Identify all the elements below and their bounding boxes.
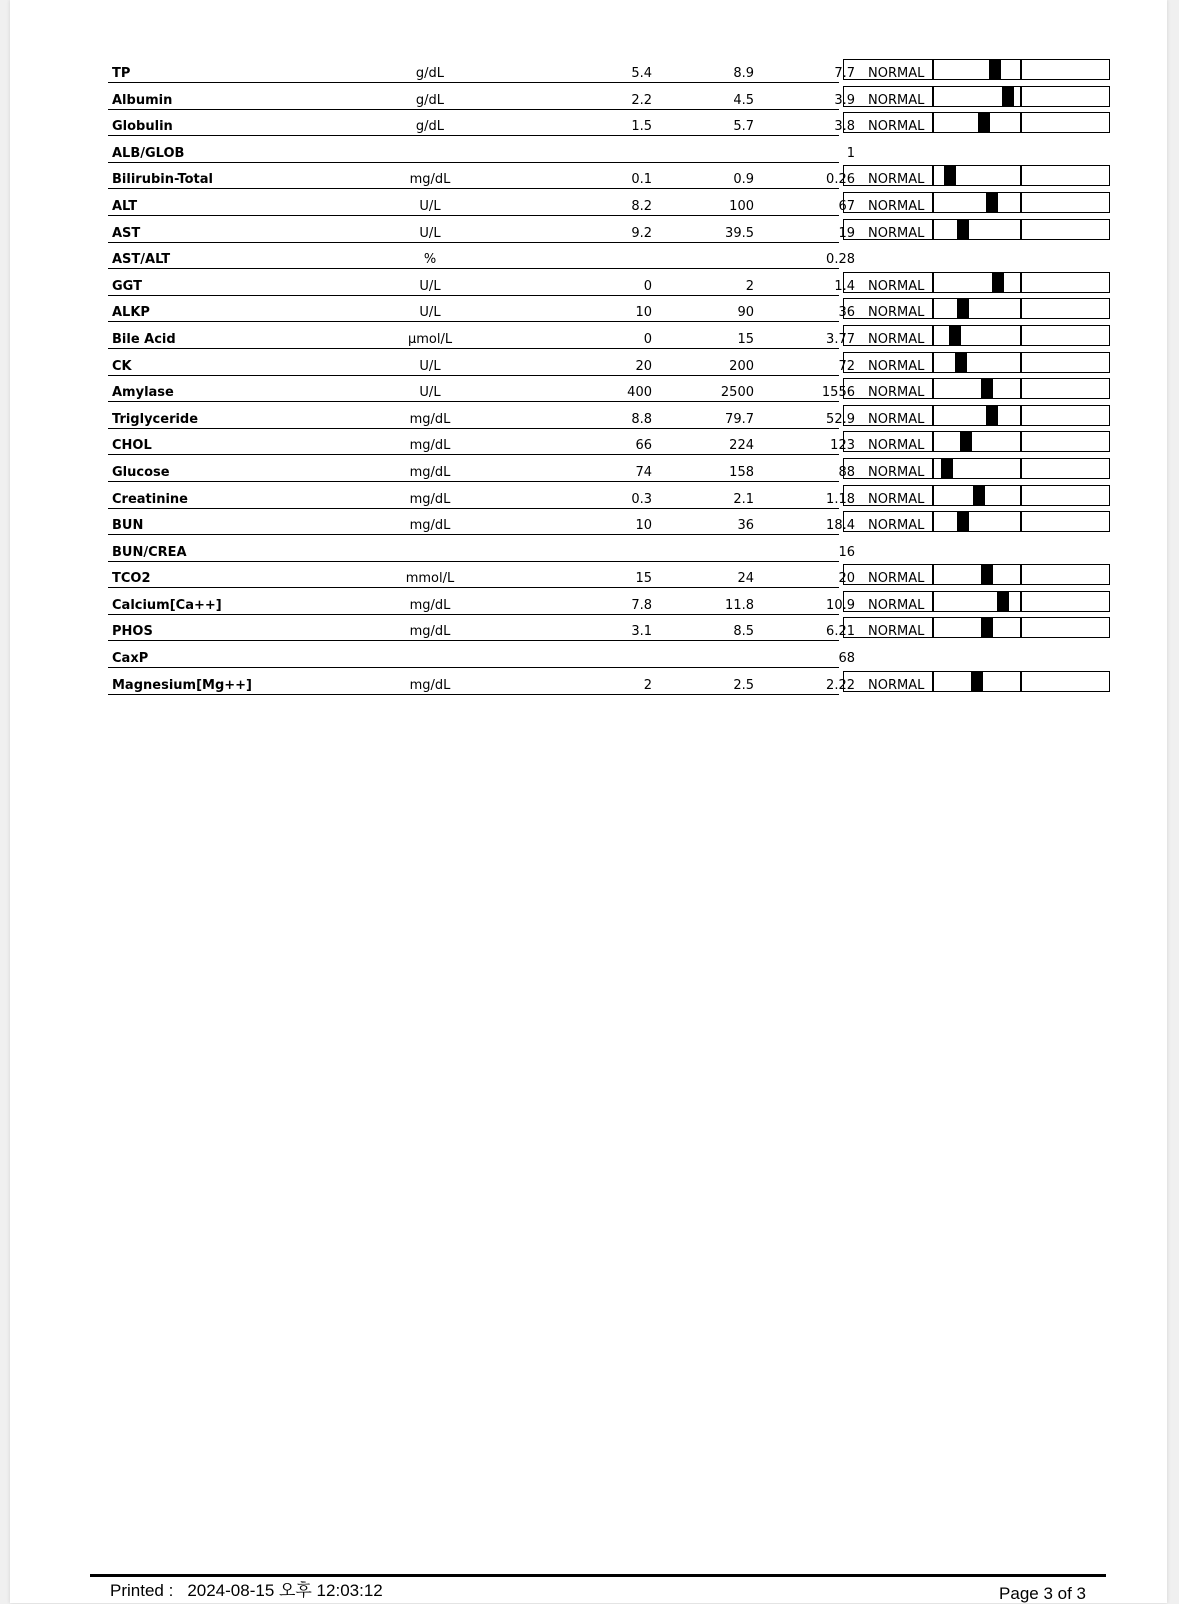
table-row — [108, 111, 1110, 138]
test-value: 1 — [846, 145, 855, 161]
range-high-divider — [1020, 512, 1022, 531]
range-indicator-bar — [843, 192, 1110, 213]
test-status: NORMAL — [868, 172, 925, 188]
reference-max: 2500 — [720, 385, 754, 401]
reference-min: 10 — [635, 305, 652, 321]
range-indicator-bar — [843, 165, 1110, 186]
row-underline — [108, 215, 839, 216]
test-value: 1.18 — [826, 491, 855, 507]
range-marker — [957, 220, 969, 239]
range-high-divider — [1020, 60, 1022, 79]
table-row — [108, 324, 1110, 351]
reference-min: 9.2 — [631, 225, 652, 241]
test-unit: g/dL — [415, 92, 445, 108]
range-indicator-bar — [843, 272, 1110, 293]
row-underline — [108, 694, 839, 695]
printed-timestamp — [110, 1581, 383, 1601]
reference-min: 1.5 — [631, 119, 652, 135]
table-row — [108, 244, 1110, 271]
test-name: AST/ALT — [112, 252, 171, 268]
test-unit: mg/dL — [409, 491, 451, 507]
test-unit: mg/dL — [409, 624, 451, 640]
test-status: NORMAL — [868, 198, 925, 214]
test-value: 88 — [838, 464, 855, 480]
test-name: Bile Acid — [112, 331, 176, 347]
range-low-divider — [932, 432, 934, 451]
table-row — [108, 563, 1110, 590]
test-value: 10.9 — [826, 597, 855, 613]
test-status: NORMAL — [868, 438, 925, 454]
range-marker — [971, 672, 983, 691]
table-row — [108, 377, 1110, 404]
test-status: NORMAL — [868, 92, 925, 108]
range-indicator-bar — [843, 378, 1110, 399]
test-name: Magnesium[Mg++] — [112, 677, 252, 693]
range-indicator-bar — [843, 298, 1110, 319]
reference-min: 0.1 — [631, 172, 652, 188]
table-row — [108, 670, 1110, 697]
reference-max: 15 — [737, 331, 754, 347]
test-value: 0.26 — [826, 172, 855, 188]
test-unit: % — [423, 252, 437, 268]
row-underline — [108, 481, 839, 482]
range-marker — [957, 512, 969, 531]
test-status: NORMAL — [868, 624, 925, 640]
range-high-divider — [1020, 299, 1022, 318]
test-name: Triglyceride — [112, 411, 199, 427]
row-underline — [108, 162, 839, 163]
range-high-divider — [1020, 273, 1022, 292]
range-marker — [960, 432, 972, 451]
table-row — [108, 404, 1110, 431]
test-status: NORMAL — [868, 331, 925, 347]
test-value: 1556 — [821, 385, 855, 401]
test-name: ALT — [112, 198, 138, 214]
range-indicator-bar — [843, 458, 1110, 479]
table-row — [108, 484, 1110, 511]
range-marker — [944, 166, 956, 185]
test-unit: μmol/L — [407, 331, 453, 347]
reference-max: 0.9 — [733, 172, 754, 188]
reference-max: 24 — [737, 571, 754, 587]
reference-max: 11.8 — [725, 597, 754, 613]
range-marker — [981, 379, 993, 398]
reference-min: 0 — [643, 331, 652, 347]
row-underline — [108, 667, 839, 668]
test-status: NORMAL — [868, 305, 925, 321]
range-indicator-bar — [843, 591, 1110, 612]
range-indicator-bar — [843, 405, 1110, 426]
range-low-divider — [932, 220, 934, 239]
range-high-divider — [1020, 459, 1022, 478]
table-row — [108, 297, 1110, 324]
reference-min: 2 — [643, 677, 652, 693]
reference-max: 5.7 — [733, 119, 754, 135]
range-low-divider — [932, 193, 934, 212]
table-row — [108, 58, 1110, 85]
test-value: 3.9 — [834, 92, 855, 108]
range-low-divider — [932, 618, 934, 637]
range-high-divider — [1020, 432, 1022, 451]
row-underline — [108, 428, 839, 429]
test-value: 72 — [838, 358, 855, 374]
row-underline — [108, 242, 839, 243]
range-high-divider — [1020, 406, 1022, 425]
test-unit: mg/dL — [409, 464, 451, 480]
test-name: TP — [112, 66, 131, 81]
range-low-divider — [932, 60, 934, 79]
range-high-divider — [1020, 353, 1022, 372]
test-name: PHOS — [112, 624, 153, 640]
range-low-divider — [932, 353, 934, 372]
test-value: 1.4 — [834, 278, 855, 294]
range-low-divider — [932, 459, 934, 478]
test-value: 68 — [838, 651, 855, 667]
reference-min: 10 — [635, 518, 652, 534]
reference-max: 36 — [737, 518, 754, 534]
range-marker — [1002, 87, 1014, 106]
range-indicator-bar — [843, 86, 1110, 107]
test-value: 3.8 — [834, 119, 855, 135]
test-name: Amylase — [112, 385, 174, 401]
range-high-divider — [1020, 87, 1022, 106]
reference-max: 100 — [729, 198, 754, 214]
range-high-divider — [1020, 379, 1022, 398]
range-marker — [941, 459, 953, 478]
range-high-divider — [1020, 193, 1022, 212]
reference-max: 200 — [729, 358, 754, 374]
range-low-divider — [932, 512, 934, 531]
range-high-divider — [1020, 486, 1022, 505]
table-row — [108, 271, 1110, 298]
test-status: NORMAL — [868, 278, 925, 294]
test-unit: U/L — [419, 385, 441, 401]
row-underline — [108, 640, 839, 641]
test-status: NORMAL — [868, 491, 925, 507]
table-row — [108, 616, 1110, 643]
test-status: NORMAL — [868, 571, 925, 587]
range-indicator-bar — [843, 325, 1110, 346]
row-underline — [108, 348, 839, 349]
reference-max: 8.9 — [733, 66, 754, 81]
reference-min: 0 — [643, 278, 652, 294]
table-row — [108, 457, 1110, 484]
row-underline — [108, 295, 839, 296]
range-low-divider — [932, 565, 934, 584]
test-status: NORMAL — [868, 385, 925, 401]
test-status: NORMAL — [868, 225, 925, 241]
row-underline — [108, 82, 839, 83]
test-name: AST — [112, 225, 141, 241]
test-unit: U/L — [419, 278, 441, 294]
test-status: NORMAL — [868, 518, 925, 534]
test-value: 7.7 — [834, 66, 855, 81]
test-unit: mg/dL — [409, 438, 451, 454]
range-marker — [949, 326, 961, 345]
row-underline — [108, 375, 839, 376]
test-status: NORMAL — [868, 677, 925, 693]
test-unit: U/L — [419, 358, 441, 374]
row-underline — [108, 614, 839, 615]
row-underline — [108, 561, 839, 562]
test-status: NORMAL — [868, 597, 925, 613]
range-high-divider — [1020, 326, 1022, 345]
row-underline — [108, 454, 839, 455]
reference-max: 4.5 — [733, 92, 754, 108]
range-low-divider — [932, 113, 934, 132]
row-underline — [108, 401, 839, 402]
row-underline — [108, 321, 839, 322]
range-marker — [957, 299, 969, 318]
range-high-divider — [1020, 672, 1022, 691]
reference-max: 90 — [737, 305, 754, 321]
test-name: TCO2 — [112, 571, 151, 587]
reference-min: 0.3 — [631, 491, 652, 507]
range-high-divider — [1020, 592, 1022, 611]
table-row — [108, 537, 1110, 564]
test-unit: mg/dL — [409, 677, 451, 693]
test-value: 0.28 — [826, 252, 855, 268]
reference-min: 74 — [635, 464, 652, 480]
test-unit: U/L — [419, 225, 441, 241]
reference-max: 224 — [729, 438, 754, 454]
range-high-divider — [1020, 166, 1022, 185]
range-marker — [997, 592, 1009, 611]
test-unit: mg/dL — [409, 411, 451, 427]
table-row — [108, 643, 1110, 670]
range-low-divider — [932, 326, 934, 345]
range-indicator-bar — [843, 511, 1110, 532]
test-unit: mg/dL — [409, 518, 451, 534]
range-high-divider — [1020, 220, 1022, 239]
test-unit: mg/dL — [409, 597, 451, 613]
range-low-divider — [932, 672, 934, 691]
test-name: ALB/GLOB — [112, 145, 185, 161]
test-name: CK — [112, 358, 132, 374]
test-value: 3.77 — [826, 331, 855, 347]
test-name: Albumin — [112, 92, 173, 108]
range-marker — [989, 60, 1001, 79]
test-name: Glucose — [112, 464, 170, 480]
row-underline — [108, 109, 839, 110]
range-high-divider — [1020, 618, 1022, 637]
range-marker — [978, 113, 990, 132]
row-underline — [108, 135, 839, 136]
table-row — [108, 164, 1110, 191]
reference-max: 8.5 — [733, 624, 754, 640]
results-table — [108, 58, 1110, 696]
test-name: Bilirubin-Total — [112, 172, 213, 188]
test-value: 18.4 — [826, 518, 855, 534]
test-value: 2.22 — [826, 677, 855, 693]
range-indicator-bar — [843, 112, 1110, 133]
page-number: Page 3 of 3 — [999, 1584, 1086, 1603]
printed-label: Printed : — [110, 1581, 174, 1600]
range-marker — [986, 406, 998, 425]
table-row — [108, 351, 1110, 378]
reference-min: 5.4 — [631, 66, 652, 81]
reference-max: 2.5 — [733, 677, 754, 693]
test-value: 20 — [838, 571, 855, 587]
table-row — [108, 510, 1110, 537]
test-name: BUN — [112, 518, 144, 534]
reference-max: 158 — [729, 464, 754, 480]
test-name: BUN/CREA — [112, 544, 187, 560]
range-low-divider — [932, 166, 934, 185]
reference-min: 2.2 — [631, 92, 652, 108]
range-low-divider — [932, 592, 934, 611]
range-marker — [992, 273, 1004, 292]
range-marker — [973, 486, 985, 505]
range-indicator-bar — [843, 431, 1110, 452]
table-row — [108, 430, 1110, 457]
test-unit: mg/dL — [409, 172, 451, 188]
row-underline — [108, 508, 839, 509]
row-underline — [108, 188, 839, 189]
row-underline — [108, 587, 839, 588]
range-marker — [986, 193, 998, 212]
table-row — [108, 138, 1110, 165]
test-unit: U/L — [419, 198, 441, 214]
reference-min: 3.1 — [631, 624, 652, 640]
reference-max: 2 — [745, 278, 754, 294]
reference-max: 39.5 — [725, 225, 754, 241]
test-name: Calcium[Ca++] — [112, 597, 222, 613]
reference-min: 15 — [635, 571, 652, 587]
row-underline — [108, 534, 839, 535]
test-value: 67 — [838, 198, 855, 214]
test-name: ALKP — [112, 305, 150, 321]
test-unit: U/L — [419, 305, 441, 321]
range-marker — [955, 353, 967, 372]
range-indicator-bar — [843, 564, 1110, 585]
range-low-divider — [932, 273, 934, 292]
test-unit: g/dL — [415, 66, 445, 81]
reference-max: 2.1 — [733, 491, 754, 507]
test-unit: g/dL — [415, 119, 445, 135]
test-value: 52.9 — [826, 411, 855, 427]
test-name: GGT — [112, 278, 142, 294]
reference-min: 8.2 — [631, 198, 652, 214]
test-value: 123 — [830, 438, 855, 454]
reference-min: 7.8 — [631, 597, 652, 613]
table-row — [108, 590, 1110, 617]
range-indicator-bar — [843, 485, 1110, 506]
test-status: NORMAL — [868, 66, 925, 81]
report-page — [10, 0, 1167, 1603]
test-status: NORMAL — [868, 464, 925, 480]
row-underline — [108, 268, 839, 269]
test-name: CaxP — [112, 651, 149, 667]
test-name: CHOL — [112, 438, 152, 454]
test-value: 6.21 — [826, 624, 855, 640]
range-marker — [981, 618, 993, 637]
test-status: NORMAL — [868, 119, 925, 135]
reference-min: 400 — [627, 385, 652, 401]
range-low-divider — [932, 299, 934, 318]
range-marker — [981, 565, 993, 584]
test-value: 36 — [838, 305, 855, 321]
range-high-divider — [1020, 565, 1022, 584]
reference-max: 79.7 — [725, 411, 754, 427]
reference-min: 20 — [635, 358, 652, 374]
range-indicator-bar — [843, 219, 1110, 240]
range-high-divider — [1020, 113, 1022, 132]
test-name: Creatinine — [112, 491, 188, 507]
table-row — [108, 85, 1110, 112]
reference-min: 8.8 — [631, 411, 652, 427]
range-indicator-bar — [843, 352, 1110, 373]
range-low-divider — [932, 379, 934, 398]
table-row — [108, 191, 1110, 218]
range-indicator-bar — [843, 59, 1110, 80]
test-status: NORMAL — [868, 358, 925, 374]
range-low-divider — [932, 406, 934, 425]
range-low-divider — [932, 87, 934, 106]
range-indicator-bar — [843, 617, 1110, 638]
printed-value: 2024-08-15 오후 12:03:12 — [187, 1581, 383, 1600]
test-value: 16 — [838, 544, 855, 560]
range-indicator-bar — [843, 671, 1110, 692]
test-unit: mmol/L — [405, 571, 455, 587]
reference-min: 66 — [635, 438, 652, 454]
test-value: 19 — [838, 225, 855, 241]
footer-divider — [90, 1574, 1106, 1577]
range-low-divider — [932, 486, 934, 505]
test-name: Globulin — [112, 119, 173, 135]
test-status: NORMAL — [868, 411, 925, 427]
table-row — [108, 218, 1110, 245]
